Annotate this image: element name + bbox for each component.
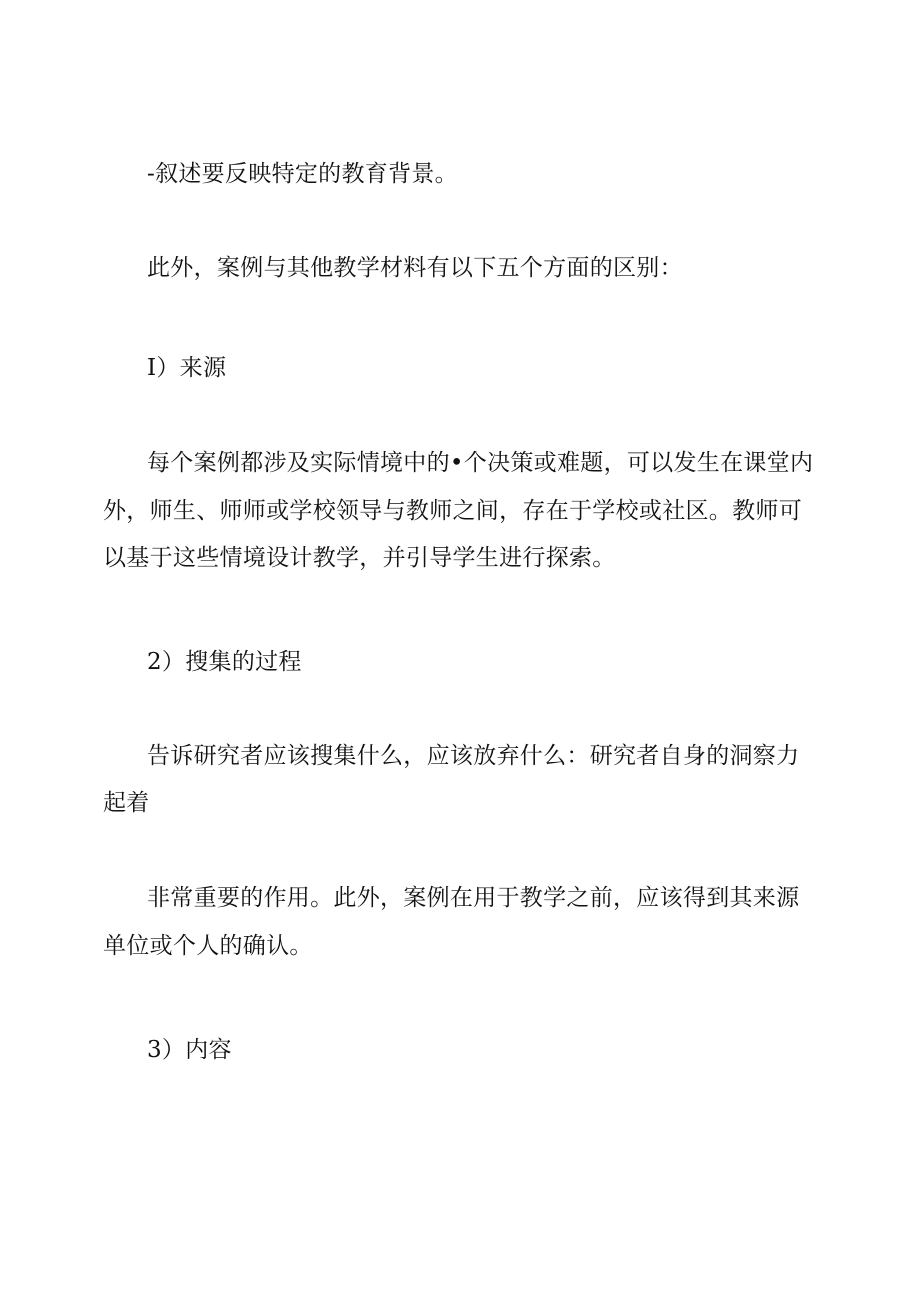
- section-heading-content: 3）内容: [147, 1037, 232, 1063]
- paragraph-source-line-1: 每个案例都涉及实际情境中的•个决策或难题，可以发生在课堂内: [147, 450, 814, 476]
- section-heading-collection: 2）搜集的过程: [147, 649, 302, 675]
- paragraph-confirm-line-2: 单位或个人的确认。: [103, 933, 313, 959]
- section-heading-source: I）来源: [147, 355, 227, 381]
- paragraph-line-1: -叙述要反映特定的教育背景。: [147, 161, 458, 187]
- paragraph-collection-line-1: 告诉研究者应该搜集什么，应该放弃什么：研究者自身的洞察力: [147, 743, 800, 769]
- paragraph-source-line-2: 外，师生、师师或学校领导与教师之间，存在于学校或社区。教师可: [103, 498, 802, 524]
- paragraph-source-line-3: 以基于这些情境设计教学，并引导学生进行探索。: [103, 545, 616, 571]
- paragraph-intro: 此外，案例与其他教学材料有以下五个方面的区别：: [147, 255, 683, 281]
- paragraph-confirm-line-1: 非常重要的作用。此外，案例在用于教学之前，应该得到其来源: [147, 885, 800, 911]
- paragraph-collection-line-2: 起着: [103, 790, 150, 816]
